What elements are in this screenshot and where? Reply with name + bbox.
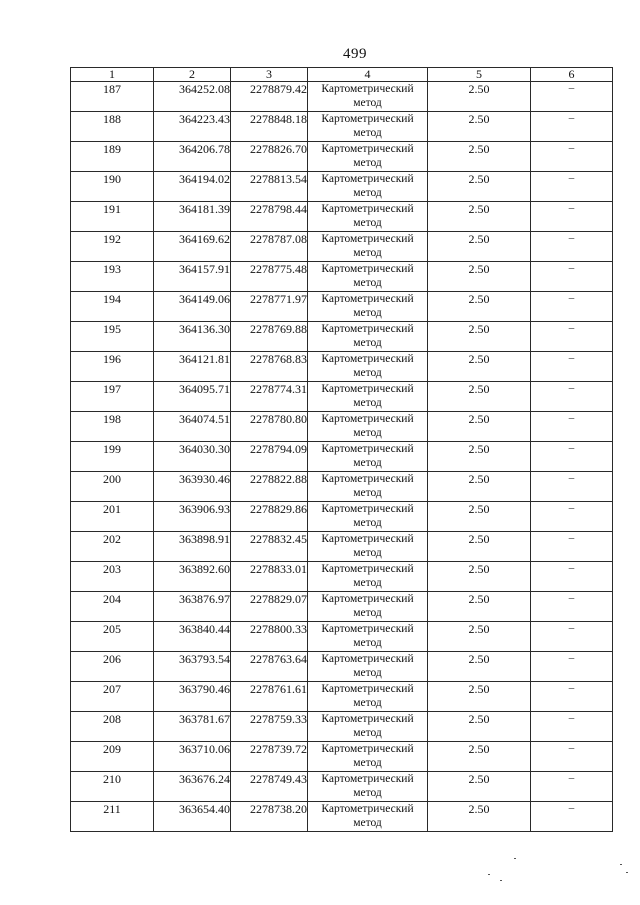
method-line: Картометрический — [321, 773, 414, 785]
column-header: 6 — [531, 68, 613, 82]
x-coordinate-cell: 364206.78 — [154, 142, 231, 172]
method-cell — [308, 352, 428, 382]
x-coordinate-cell: 364121.81 — [154, 352, 231, 382]
method-cell — [308, 472, 428, 502]
note-cell: – — [531, 142, 613, 172]
error-cell: 2.50 — [428, 472, 531, 502]
x-coordinate-cell: 363793.54 — [154, 652, 231, 682]
table-row — [71, 352, 613, 382]
scan-speck — [514, 858, 516, 859]
x-coordinate-cell: 364095.71 — [154, 382, 231, 412]
method-cell — [308, 712, 428, 742]
point-number-cell: 192 — [71, 232, 154, 262]
y-coordinate-cell: 2278829.07 — [231, 592, 308, 622]
table-row — [71, 112, 613, 142]
note-cell: – — [531, 322, 613, 352]
note-cell: – — [531, 562, 613, 592]
method-line: метод — [353, 127, 382, 139]
note-cell: – — [531, 472, 613, 502]
method-cell — [308, 412, 428, 442]
error-cell: 2.50 — [428, 82, 531, 112]
method-line: Картометрический — [321, 443, 414, 455]
method-cell — [308, 652, 428, 682]
point-number-cell: 187 — [71, 82, 154, 112]
column-header: 1 — [71, 68, 154, 82]
point-number-cell: 188 — [71, 112, 154, 142]
method-cell — [308, 562, 428, 592]
point-number-cell: 210 — [71, 772, 154, 802]
note-cell: – — [531, 712, 613, 742]
error-cell: 2.50 — [428, 112, 531, 142]
method-line: метод — [353, 217, 382, 229]
point-number-cell: 198 — [71, 412, 154, 442]
note-cell: – — [531, 742, 613, 772]
note-cell: – — [531, 772, 613, 802]
point-number-cell: 197 — [71, 382, 154, 412]
method-line: Картометрический — [321, 323, 414, 335]
method-line: Картометрический — [321, 383, 414, 395]
x-coordinate-cell: 363876.97 — [154, 592, 231, 622]
method-line: Картометрический — [321, 653, 414, 665]
point-number-cell: 190 — [71, 172, 154, 202]
method-line: метод — [353, 817, 382, 829]
point-number-cell: 194 — [71, 292, 154, 322]
scan-speck — [626, 872, 628, 873]
error-cell: 2.50 — [428, 682, 531, 712]
point-number-cell: 204 — [71, 592, 154, 622]
header-row — [71, 68, 613, 82]
table-row — [71, 382, 613, 412]
coordinates-table — [70, 67, 613, 832]
note-cell: – — [531, 292, 613, 322]
error-cell: 2.50 — [428, 202, 531, 232]
error-cell: 2.50 — [428, 742, 531, 772]
error-cell: 2.50 — [428, 352, 531, 382]
method-line: метод — [353, 337, 382, 349]
table-row — [71, 502, 613, 532]
method-line: Картометрический — [321, 203, 414, 215]
table-row — [71, 652, 613, 682]
method-line: Картометрический — [321, 173, 414, 185]
table-row — [71, 592, 613, 622]
method-line: метод — [353, 397, 382, 409]
y-coordinate-cell: 2278769.88 — [231, 322, 308, 352]
method-line: метод — [353, 697, 382, 709]
error-cell: 2.50 — [428, 622, 531, 652]
scan-speck — [500, 880, 502, 881]
y-coordinate-cell: 2278738.20 — [231, 802, 308, 832]
y-coordinate-cell: 2278794.09 — [231, 442, 308, 472]
table-row — [71, 742, 613, 772]
y-coordinate-cell: 2278848.18 — [231, 112, 308, 142]
method-line: Картометрический — [321, 593, 414, 605]
note-cell: – — [531, 592, 613, 622]
point-number-cell: 206 — [71, 652, 154, 682]
method-line: метод — [353, 787, 382, 799]
method-line: Картометрический — [321, 713, 414, 725]
method-line: метод — [353, 97, 382, 109]
table-row — [71, 622, 613, 652]
y-coordinate-cell: 2278759.33 — [231, 712, 308, 742]
method-line: Картометрический — [321, 413, 414, 425]
table-row — [71, 562, 613, 592]
method-line: метод — [353, 757, 382, 769]
method-cell — [308, 322, 428, 352]
note-cell: – — [531, 622, 613, 652]
note-cell: – — [531, 112, 613, 142]
y-coordinate-cell: 2278832.45 — [231, 532, 308, 562]
point-number-cell: 200 — [71, 472, 154, 502]
x-coordinate-cell: 364181.39 — [154, 202, 231, 232]
method-line: Картометрический — [321, 293, 414, 305]
method-cell — [308, 142, 428, 172]
y-coordinate-cell: 2278749.43 — [231, 772, 308, 802]
method-cell — [308, 262, 428, 292]
method-cell — [308, 172, 428, 202]
point-number-cell: 208 — [71, 712, 154, 742]
note-cell: – — [531, 532, 613, 562]
column-header: 4 — [308, 68, 428, 82]
y-coordinate-cell: 2278829.86 — [231, 502, 308, 532]
method-cell — [308, 802, 428, 832]
table-row — [71, 712, 613, 742]
method-cell — [308, 382, 428, 412]
method-line: метод — [353, 517, 382, 529]
method-line: метод — [353, 457, 382, 469]
note-cell: – — [531, 412, 613, 442]
table-body — [71, 82, 613, 832]
y-coordinate-cell: 2278774.31 — [231, 382, 308, 412]
x-coordinate-cell: 363781.67 — [154, 712, 231, 742]
error-cell: 2.50 — [428, 262, 531, 292]
method-line: метод — [353, 307, 382, 319]
method-line: Картометрический — [321, 233, 414, 245]
x-coordinate-cell: 364194.02 — [154, 172, 231, 202]
method-cell — [308, 502, 428, 532]
method-cell — [308, 442, 428, 472]
method-line: Картометрический — [321, 143, 414, 155]
table-row — [71, 82, 613, 112]
table-row — [71, 292, 613, 322]
y-coordinate-cell: 2278780.80 — [231, 412, 308, 442]
method-cell — [308, 232, 428, 262]
method-line: метод — [353, 367, 382, 379]
x-coordinate-cell: 363898.91 — [154, 532, 231, 562]
x-coordinate-cell: 363654.40 — [154, 802, 231, 832]
x-coordinate-cell: 364223.43 — [154, 112, 231, 142]
y-coordinate-cell: 2278826.70 — [231, 142, 308, 172]
method-cell — [308, 592, 428, 622]
method-line: метод — [353, 547, 382, 559]
method-line: Картометрический — [321, 623, 414, 635]
table-row — [71, 322, 613, 352]
table-row — [71, 202, 613, 232]
x-coordinate-cell: 364136.30 — [154, 322, 231, 352]
y-coordinate-cell: 2278813.54 — [231, 172, 308, 202]
error-cell: 2.50 — [428, 502, 531, 532]
error-cell: 2.50 — [428, 712, 531, 742]
method-cell — [308, 202, 428, 232]
x-coordinate-cell: 364157.91 — [154, 262, 231, 292]
y-coordinate-cell: 2278833.01 — [231, 562, 308, 592]
method-line: метод — [353, 247, 382, 259]
y-coordinate-cell: 2278763.64 — [231, 652, 308, 682]
method-line: Картометрический — [321, 263, 414, 275]
method-line: метод — [353, 637, 382, 649]
method-cell — [308, 82, 428, 112]
point-number-cell: 205 — [71, 622, 154, 652]
error-cell: 2.50 — [428, 142, 531, 172]
table-row — [71, 142, 613, 172]
error-cell: 2.50 — [428, 172, 531, 202]
note-cell: – — [531, 262, 613, 292]
method-line: Картометрический — [321, 83, 414, 95]
note-cell: – — [531, 802, 613, 832]
method-line: метод — [353, 607, 382, 619]
x-coordinate-cell: 363930.46 — [154, 472, 231, 502]
x-coordinate-cell: 363790.46 — [154, 682, 231, 712]
method-line: метод — [353, 277, 382, 289]
point-number-cell: 203 — [71, 562, 154, 592]
table-row — [71, 802, 613, 832]
table-row — [71, 442, 613, 472]
note-cell: – — [531, 172, 613, 202]
error-cell: 2.50 — [428, 382, 531, 412]
y-coordinate-cell: 2278822.88 — [231, 472, 308, 502]
table-row — [71, 412, 613, 442]
method-cell — [308, 682, 428, 712]
error-cell: 2.50 — [428, 562, 531, 592]
y-coordinate-cell: 2278775.48 — [231, 262, 308, 292]
y-coordinate-cell: 2278739.72 — [231, 742, 308, 772]
error-cell: 2.50 — [428, 772, 531, 802]
table-row — [71, 232, 613, 262]
note-cell: – — [531, 502, 613, 532]
y-coordinate-cell: 2278798.44 — [231, 202, 308, 232]
error-cell: 2.50 — [428, 322, 531, 352]
point-number-cell: 199 — [71, 442, 154, 472]
x-coordinate-cell: 364030.30 — [154, 442, 231, 472]
error-cell: 2.50 — [428, 532, 531, 562]
method-cell — [308, 112, 428, 142]
method-line: метод — [353, 427, 382, 439]
error-cell: 2.50 — [428, 292, 531, 322]
x-coordinate-cell: 363710.06 — [154, 742, 231, 772]
method-cell — [308, 772, 428, 802]
x-coordinate-cell: 364149.06 — [154, 292, 231, 322]
point-number-cell: 209 — [71, 742, 154, 772]
method-line: метод — [353, 187, 382, 199]
method-cell — [308, 532, 428, 562]
method-line: Картометрический — [321, 503, 414, 515]
error-cell: 2.50 — [428, 592, 531, 622]
y-coordinate-cell: 2278761.61 — [231, 682, 308, 712]
method-line: метод — [353, 727, 382, 739]
method-line: метод — [353, 487, 382, 499]
error-cell: 2.50 — [428, 652, 531, 682]
table-row — [71, 772, 613, 802]
method-line: Картометрический — [321, 563, 414, 575]
method-line: Картометрический — [321, 113, 414, 125]
point-number-cell: 189 — [71, 142, 154, 172]
method-line: метод — [353, 157, 382, 169]
x-coordinate-cell: 364252.08 — [154, 82, 231, 112]
method-line: Картометрический — [321, 533, 414, 545]
x-coordinate-cell: 363892.60 — [154, 562, 231, 592]
scan-speck — [488, 874, 490, 875]
point-number-cell: 193 — [71, 262, 154, 292]
method-line: Картометрический — [321, 803, 414, 815]
error-cell: 2.50 — [428, 232, 531, 262]
error-cell: 2.50 — [428, 442, 531, 472]
y-coordinate-cell: 2278879.42 — [231, 82, 308, 112]
y-coordinate-cell: 2278771.97 — [231, 292, 308, 322]
table-row — [71, 532, 613, 562]
x-coordinate-cell: 364169.62 — [154, 232, 231, 262]
method-cell — [308, 622, 428, 652]
page-number: 499 — [343, 46, 367, 62]
note-cell: – — [531, 232, 613, 262]
table-row — [71, 682, 613, 712]
note-cell: – — [531, 652, 613, 682]
note-cell: – — [531, 82, 613, 112]
point-number-cell: 196 — [71, 352, 154, 382]
method-line: метод — [353, 667, 382, 679]
column-header: 3 — [231, 68, 308, 82]
method-line: Картометрический — [321, 743, 414, 755]
error-cell: 2.50 — [428, 802, 531, 832]
method-line: Картометрический — [321, 683, 414, 695]
method-line: метод — [353, 577, 382, 589]
x-coordinate-cell: 364074.51 — [154, 412, 231, 442]
point-number-cell: 211 — [71, 802, 154, 832]
x-coordinate-cell: 363840.44 — [154, 622, 231, 652]
scan-speck — [620, 864, 622, 865]
point-number-cell: 195 — [71, 322, 154, 352]
note-cell: – — [531, 202, 613, 232]
point-number-cell: 207 — [71, 682, 154, 712]
note-cell: – — [531, 682, 613, 712]
point-number-cell: 191 — [71, 202, 154, 232]
method-line: Картометрический — [321, 473, 414, 485]
y-coordinate-cell: 2278787.08 — [231, 232, 308, 262]
method-cell — [308, 742, 428, 772]
table-row — [71, 262, 613, 292]
method-cell — [308, 292, 428, 322]
point-number-cell: 202 — [71, 532, 154, 562]
point-number-cell: 201 — [71, 502, 154, 532]
method-line: Картометрический — [321, 353, 414, 365]
note-cell: – — [531, 382, 613, 412]
table-row — [71, 172, 613, 202]
x-coordinate-cell: 363676.24 — [154, 772, 231, 802]
error-cell: 2.50 — [428, 412, 531, 442]
note-cell: – — [531, 442, 613, 472]
table-row — [71, 472, 613, 502]
y-coordinate-cell: 2278768.83 — [231, 352, 308, 382]
column-header: 2 — [154, 68, 231, 82]
note-cell: – — [531, 352, 613, 382]
x-coordinate-cell: 363906.93 — [154, 502, 231, 532]
column-header: 5 — [428, 68, 531, 82]
y-coordinate-cell: 2278800.33 — [231, 622, 308, 652]
